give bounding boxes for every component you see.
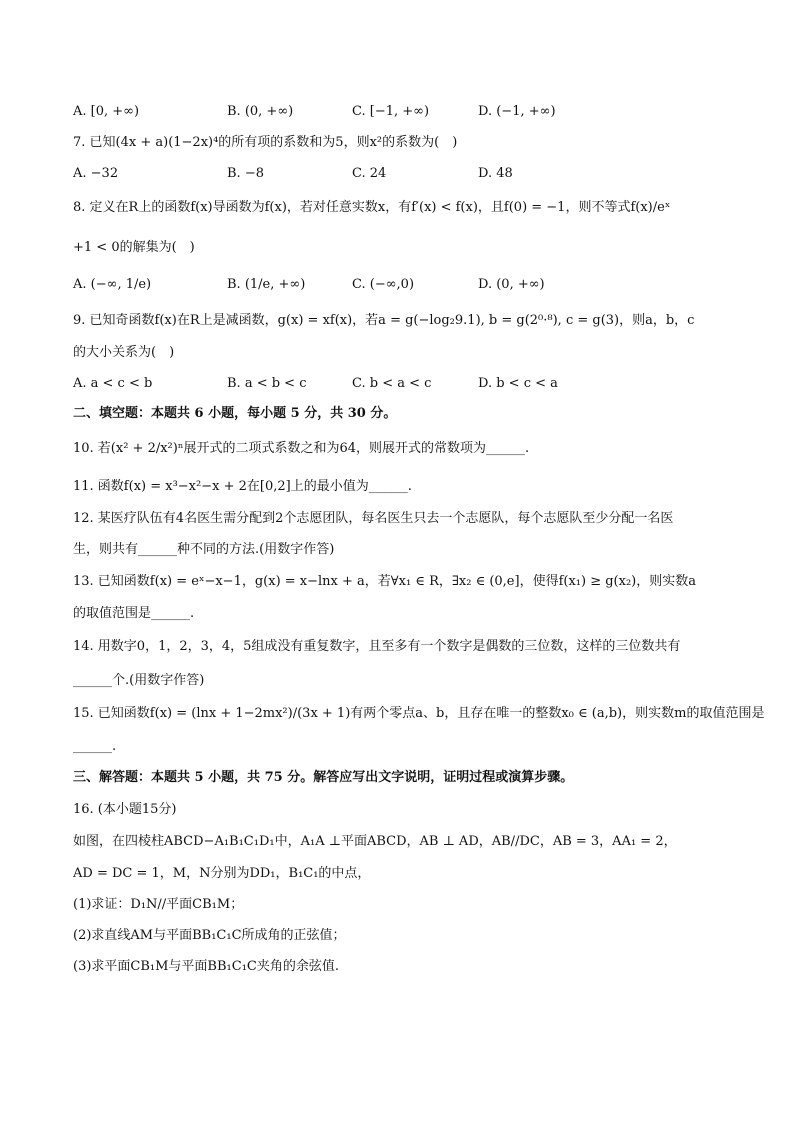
section-3-heading: 三、解答题：本题共 5 小题，共 75 分。解答应写出文字说明，证明过程或演算步骤。 [73, 770, 574, 785]
q12-line2: 生，则共有______种不同的方法.(用数字作答) [73, 542, 335, 557]
q8-option-d: D. (0, +∞) [478, 277, 545, 292]
q14-line1: 14. 用数字0，1，2，3，4，5组成没有重复数字，且至多有一个数字是偶数的三位数，这样的三位数共有 [73, 639, 681, 654]
q9-stem-line1: 9. 已知奇函数f(x)在R上是减函数，g(x) = xf(x)，若a = g(−log₂9.1), b = g(2⁰·⁸), c = g(3)，则a，b，c [73, 313, 695, 328]
q8-option-b: B. (1/e, +∞) [227, 277, 306, 292]
q9-stem-line2: 的大小关系为( ) [73, 345, 175, 360]
q16-line2: AD = DC = 1，M，N分别为DD₁，B₁C₁的中点， [73, 866, 371, 881]
q8-stem-line1: 8. 定义在R上的函数f(x)导函数为f(x)，若对任意实数x，有f′(x) < f(x)，且f(0) = −1，则不等式f(x)/eˣ [73, 200, 671, 215]
q14-line2: ______个.(用数字作答) [73, 673, 205, 688]
option-d: D. (−1, +∞) [478, 104, 556, 119]
q8-stem-line2: +1 < 0的解集为( ) [73, 240, 195, 255]
q10: 10. 若(x² + 2/x²)ⁿ展开式的二项式系数之和为64，则展开式的常数项为______. [73, 441, 530, 456]
q9-option-b: B. a < b < c [227, 376, 307, 391]
q16-part2: (2)求直线AM与平面BB₁C₁C所成角的正弦值； [73, 928, 346, 943]
q7-option-c: C. 24 [352, 166, 387, 181]
q12-line1: 12. 某医疗队伍有4名医生需分配到2个志愿团队，每名医生只去一个志愿队，每个志愿队至少分配一名医 [73, 511, 674, 526]
option-b: B. (0, +∞) [227, 104, 294, 119]
q16-title: 16. (本小题15分) [73, 802, 177, 817]
q7-stem: 7. 已知(4x + a)(1−2x)⁴的所有项的系数和为5，则x²的系数为( ) [73, 135, 458, 150]
q15-line2: ______. [73, 739, 117, 754]
q9-option-c: C. b < a < c [352, 376, 432, 391]
q13-line1: 13. 已知函数f(x) = eˣ−x−1，g(x) = x−lnx + a，若∀x₁ ∈ R，∃x₂ ∈ (0,e]，使得f(x₁) ≥ g(x₂)，则实数a [73, 574, 696, 589]
q7-option-a: A. −32 [73, 166, 119, 181]
q9-option-a: A. a < c < b [73, 376, 153, 391]
q16-part1: (1)求证：D₁N//平面CB₁M； [73, 897, 244, 912]
q15-line1: 15. 已知函数f(x) = (lnx + 1−2mx²)/(3x + 1)有两个零点a、b，且存在唯一的整数x₀ ∈ (a,b)，则实数m的取值范围是 [73, 706, 765, 721]
option-a: A. [0, +∞) [73, 104, 140, 119]
q8-option-c: C. (−∞,0) [352, 277, 415, 292]
q9-option-d: D. b < c < a [478, 376, 558, 391]
q11: 11. 函数f(x) = x³−x²−x + 2在[0,2]上的最小值为______. [73, 479, 412, 494]
q7-option-b: B. −8 [227, 166, 264, 181]
section-2-heading: 二、填空题：本题共 6 小题，每小题 5 分，共 30 分。 [73, 406, 397, 421]
q8-option-a: A. (−∞, 1/e) [73, 277, 152, 292]
q16-part3: (3)求平面CB₁M与平面BB₁C₁C夹角的余弦值. [73, 959, 339, 974]
q16-line1: 如图，在四棱柱ABCD−A₁B₁C₁D₁中，A₁A ⊥平面ABCD，AB ⊥ AD，AB//DC，AB = 3，AA₁ = 2， [73, 834, 677, 849]
q7-option-d: D. 48 [478, 166, 513, 181]
q13-line2: 的取值范围是______. [73, 606, 195, 621]
option-c: C. [−1, +∞) [352, 104, 430, 119]
